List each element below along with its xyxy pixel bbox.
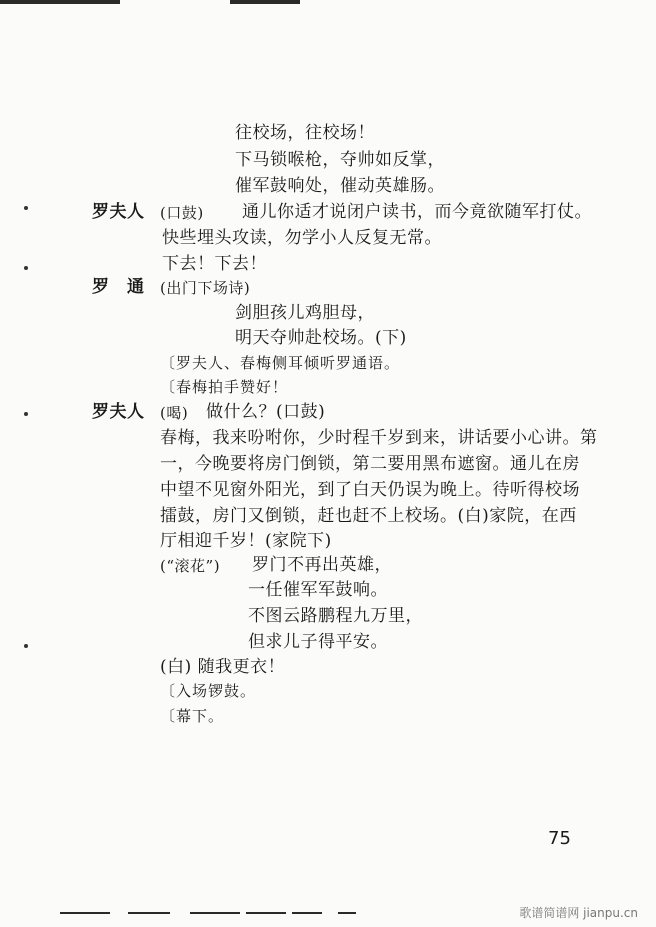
bottom-edge-line bbox=[292, 912, 322, 914]
page-number: 75 bbox=[548, 828, 571, 849]
dialogue-line: 通儿你适才说闭户读书，而今竟欲随军打仗。 bbox=[242, 202, 592, 222]
stage-direction: (口鼓) bbox=[160, 204, 204, 222]
margin-mark bbox=[24, 644, 28, 648]
verse-line: 不图云路鹏程九万里， bbox=[248, 606, 423, 626]
dialogue-line: 厅相迎千岁！(家院下) bbox=[160, 531, 332, 551]
dialogue-line: 擂鼓，房门又倒锁，赶也赶不上校场。(白)家院，在西 bbox=[160, 506, 577, 526]
verse-line: 一任催军军鼓响。 bbox=[248, 580, 388, 600]
bottom-edge-line bbox=[128, 912, 170, 914]
stage-direction: (“滚花”) bbox=[160, 557, 221, 575]
bottom-edge-line bbox=[190, 912, 240, 914]
verse-line: 剑胆孩儿鸡胆母， bbox=[235, 303, 375, 323]
stage-direction: (出门下场诗) bbox=[160, 279, 251, 297]
speaker-name: 罗夫人 bbox=[92, 202, 145, 222]
speaker-name: 罗夫人 bbox=[92, 402, 145, 422]
stage-note: 〔春梅拍手赞好！ bbox=[160, 378, 289, 396]
verse-line: 明天夺帅赴校场。(下) bbox=[235, 328, 407, 348]
watermark: 歌谱简谱网 jianpu.cn bbox=[519, 906, 638, 920]
verse-line: 但求儿子得平安。 bbox=[248, 632, 388, 652]
dialogue-line: 快些埋头攻读，勿学小人反复无常。 bbox=[162, 228, 442, 248]
top-edge-bar bbox=[0, 0, 120, 4]
verse-line: 往校场，往校场！ bbox=[235, 123, 375, 143]
dialogue-line: 春梅，我来吩咐你，少时程千岁到来，讲话要小心讲。第 bbox=[160, 428, 598, 448]
dialogue-line: (白) 随我更衣！ bbox=[160, 657, 286, 677]
verse-line: 罗门不再出英雄， bbox=[252, 555, 392, 575]
bottom-edge-line bbox=[246, 912, 286, 914]
speaker-name: 罗 通 bbox=[92, 277, 145, 297]
top-edge-bar bbox=[230, 0, 300, 4]
stage-note: 〔幕下。 bbox=[160, 707, 225, 725]
verse-line: 催军鼓响处，催动英雄肠。 bbox=[235, 176, 445, 196]
dialogue-line: 下去！下去！ bbox=[162, 254, 267, 274]
stage-note: 〔入场锣鼓。 bbox=[160, 682, 257, 700]
dialogue-line: 一，今晚要将房门倒锁，第二要用黑布遮窗。通儿在房 bbox=[160, 454, 580, 474]
verse-line: 下马锁喉枪，夺帅如反掌， bbox=[235, 150, 445, 170]
margin-mark bbox=[24, 412, 28, 416]
dialogue-line: 做什么？(口鼓) bbox=[206, 402, 326, 422]
dialogue-line: 中望不见窗外阳光，到了白天仍误为晚上。待听得校场 bbox=[160, 480, 580, 500]
margin-mark bbox=[24, 206, 28, 210]
stage-direction: (喝) bbox=[160, 404, 189, 422]
bottom-edge-line bbox=[338, 912, 356, 914]
margin-mark bbox=[24, 266, 28, 270]
stage-note: 〔罗夫人、春梅侧耳倾听罗通语。 bbox=[160, 354, 401, 372]
bottom-edge-line bbox=[60, 912, 110, 914]
